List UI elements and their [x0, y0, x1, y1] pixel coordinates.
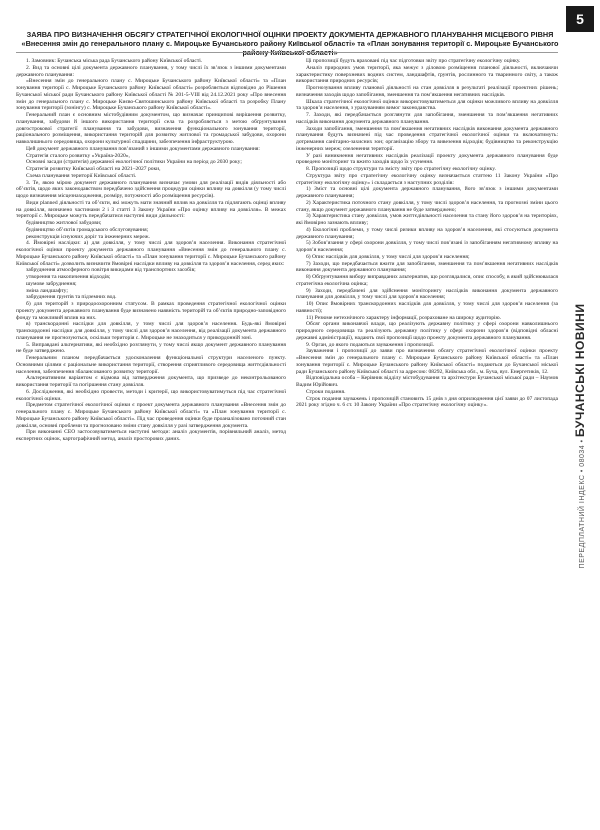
paragraph: Генеральним планом передбачається удосконалення функціональної структури населеного пункту. Основними цілями є раціональне використання території, створення сприятливого середовища життєдіяльності населення, забезпечення збалансованого розвитку території.: [16, 355, 286, 375]
paragraph: 7. Заходи, які передбачається розглянути для запобігання, зменшення та пом’якшення негативних наслідків виконання документа державного планування.: [296, 112, 558, 125]
paragraph: забруднення ґрунтів та підземних вод.: [26, 294, 117, 301]
paragraph: 11) Резюме нетехнічного характеру інформації, розраховане на широку аудиторію.: [306, 314, 502, 321]
paragraph: «Внесення змін до генерального плану с. Мироцьке Бучанського району Київської області» та «План зонування території с. Мироцьке Бучанського району Київської області» розробляється відповідно до Рішення Бучанської міської ради Бучанського району Київської області № 201-5-VIII від 24.12.2021 року «Про внесення змін до генерального плану с. Мироцьке Києво-Святошинського району Київської області та розробку Плану зонування території (зонінгу) с. Мироцьке Бучанського району Київської області».: [16, 78, 286, 112]
paragraph: Шкала стратегічної екологічної оцінки використовуватиметься для оцінки можливого впливу на довкілля та здоров’я населення, з урахуванням вимог законодавства.: [296, 98, 558, 112]
paragraph: 1. Замовник: Бучанська міська рада Бучанського району Київської області.: [26, 58, 203, 64]
paragraph: забруднення атмосферного повітря викидами від транспортних засобів;: [26, 267, 196, 274]
paragraph: 4) Екологічні проблеми, у тому числі ризики впливу на здоров’я населення, які стосуються документа державного планування;: [296, 226, 558, 240]
side-banner-text: [573, 294, 587, 569]
paragraph: будівництво житлової забудови;: [26, 220, 102, 226]
paragraph: зміна ландшафту;: [26, 287, 68, 294]
paragraph: Цей документ державного планування пов’язаний з іншими документами державного планування:: [26, 145, 260, 152]
paragraph: 5. Виправдані альтернативи, які необхідно розглянути, у тому числі якщо документ державного планування не буде затверджено.: [16, 341, 286, 355]
paragraph: Строки подання.: [306, 388, 346, 395]
paragraph: 8) Обґрунтування вибору виправданих альтернатив, що розглядалися, опис способу, в який здійснювалася стратегічна екологічна оцінка;: [296, 274, 558, 287]
paragraph: б) для територій з природоохоронним статусом. В рамках проведення стратегічної екологічної оцінки проекту документа державного планування буде визначено наявність територій та об’єктів природно-заповідного фонду та можливий вплив на них.: [16, 301, 286, 321]
headline: ЗАЯВА ПРО ВИЗНАЧЕННЯ ОБСЯГУ СТРАТЕГІЧНОЇ ЕКОЛОГІЧНОЇ ОЦІНКИ ПРОЕКТУ ДОКУМЕНТА ДЕРЖАВНОГО ПЛАНУВАННЯ МІСЦЕВОГО РІВНЯ «Внесення змін до генерального плану с. Мироцьке Бучанського району Київської області» та «План зонування території с. Мироцьке Бучанського району Київської області»: [21, 30, 559, 57]
paragraph: будівництво об’єктів громадського обслуговування;: [26, 226, 149, 233]
paragraph: 2) Характеристика поточного стану довкілля, у тому числі здоров’я населення, та прогнозні зміни цього стану, якщо документ державного планування не буде затверджено;: [296, 199, 558, 213]
paragraph: Види planned діяльності та об’єкти, які можуть мати значний вплив на довкілля та підлягають оцінці впливу на довкілля, визначено частинами 2 і 3 статті 3 Закону України «Про оцінку впливу на довкілля». В межах території с. Мироцьке можуть передбачатися наступні види діяльності:: [16, 199, 286, 220]
headline-rule: [16, 52, 558, 53]
paragraph: 10) Опис ймовірних транскордонних наслідків для довкілля, у тому числі для здоров’я населення (за наявності);: [296, 301, 558, 314]
paragraph: Заходи запобігання, зменшення та пом’якшення негативних наслідків виконання документа державного планування будуть визначені під час проведення стратегічної екологічної оцінки та включатимуть: дотримання санітарно-захисних зон; організацію збору та вивезення відходів; будівництво та реконструкцію інженерних мереж; озеленення території.: [296, 125, 558, 152]
page-number: 5: [566, 6, 594, 32]
side-banner-brand: БУЧАНСЬКІ НОВИНИ: [573, 303, 587, 437]
paragraph: 6. Дослідження, які необхідно провести, методи і критерії, що використовуватимуться під час стратегічної екологічної оцінки.: [16, 388, 286, 402]
paragraph: 3. Те, якою мірою документ державного планування визначає умови для реалізації видів діяльності або об’єктів, щодо яких законодавством передбачено здійснення процедури оцінки впливу на довкілля (у тому числі щодо визначення місцезнаходження, розміру, потужності або розміщення ресурсів).: [16, 179, 286, 199]
paragraph: Строк подання зауважень і пропозицій становить 15 днів з дня оприлюднення цієї заяви до 07 листопада 2021 року згідно ч. 6 ст. 10 Закону України «Про стратегічну екологічну оцінку».: [296, 395, 558, 409]
paragraph: Аналіз природних умов території, яка межує з діловою розміщення планової діяльності, включаючи характеристику поверхневих водних систем, ландшафтів, ґрунтів, рослинного та тваринного світу, а також використання природних ресурсів;: [296, 64, 558, 85]
paragraph: Генеральний план є основним містобудівним документом, що визначає принципові вирішення розвитку, планування, забудови й іншого використання території села та розробляється з метою обґрунтування довгострокової стратегії планування та забудови, визначення функціонального зонування території, раціонального розміщення, використання територій для розвитку житлової та громадської забудови, охорони навколишнього середовища, охорони культурної спадщини, забезпечення інфраструктурою.: [16, 112, 286, 145]
paragraph: 9) Заходи, передбачені для здійснення моніторингу наслідків виконання документа державного планування для довкілля, у тому числі для здоров’я населення;: [296, 287, 558, 301]
paragraph: Обсяг органи виконавчої влади, що реалізують державну політику у сфері охорони навколишнього природного середовища та реалізують державну політику у сфері охорони здоров’я (відповідні обласні державні адміністрації), надають свої пропозиції щодо проекту документа державного планування.: [296, 321, 558, 341]
paragraph: 6) Опис наслідків для довкілля, у тому числі для здоров’я населення;: [306, 253, 470, 260]
paragraph: Ці пропозиції будуть враховані під час підготовки звіту про стратегічну екологічну оцінку.: [306, 58, 521, 64]
paragraph: 4. Ймовірні наслідки: а) для довкілля, у тому числі для здоров’я населення. Виконання стратегічної екологічної оцінки проекту документа державного планування «Внесення змін до генерального плану с. Мироцьке Бучанського району Київської області» та «План зонування території с. Мироцьке Бучанського району Київської області» дозволить визначити ймовірні наслідки впливу на довкілля та здоров’я населення, серед яких:: [16, 240, 286, 267]
paragraph: Структура звіту про стратегічну екологічну оцінку визначається статтею 11 Закону України «Про стратегічну екологічну оцінку» і складається з наступних розділів:: [296, 172, 558, 186]
paragraph: в) транскордонні наслідки для довкілля, у тому числі для здоров’я населення. Будь-які ймовірні транскордонні наслідки для довкілля, у тому числі для здоров’я населення, від реалізації документа державного планування не прогнозуються, оскільки територія с. Мироцьке не знаходиться у прикордонній зоні.: [16, 321, 286, 341]
paragraph: 2. Вид та основні цілі документа державного планування, у тому числі їх зв’язок з іншими документами державного планування:: [16, 64, 286, 78]
paragraph: 7) Заходи, що передбачається вжити для запобігання, зменшення та пом’якшення негативних наслідків виконання документа державного планування;: [296, 260, 558, 274]
paragraph: утворення та накопичення відходів;: [26, 274, 111, 280]
paragraph: 5) Зобов’язання у сфері охорони довкілля, у тому числі пов’язані із запобіганням негативному впливу на здоров’я населення;: [296, 240, 558, 253]
right-column: [296, 58, 558, 813]
paragraph: шумове забруднення;: [26, 280, 77, 287]
paragraph: 9. Орган, до якого подаються зауваження і пропозиції.: [306, 341, 435, 348]
paragraph: реконструкція існуючих доріг та інженерних мереж.: [26, 233, 150, 240]
paragraph: 1) Зміст та основні цілі документа державного планування, його зв’язок з іншими документами державного планування;: [296, 186, 558, 199]
left-column: [16, 58, 286, 813]
paragraph: Відповідальна особа – Керівник відділу містобудування та архітектури Бучанської міської ради – Наумов Вадим Юрійович.: [296, 375, 558, 388]
side-banner-meta: ПЕРЕДПЛАТНИЙ ІНДЕКС • 08034 •: [579, 439, 586, 569]
side-banner: [566, 36, 594, 826]
paragraph: При виконанні СЕО застосовуватиметься наступні методи: аналіз документів, порівняльний аналіз, метод експертних оцінок, картографічний метод, аналіз просторових даних.: [16, 429, 286, 442]
paragraph: Зауваження і пропозиції до заяви про визначення обсягу стратегічної екологічної оцінки проекту «Внесення змін до генерального плану с. Мироцьке Бучанського району Київської області» та «План зонування території с. Мироцьке Бучанського району Київської області» подаються до Бучанської міської ради Бучанського району Київської області за адресою: 08292, Київська обл., м. Буча, вул. Енергетиків, 12.: [296, 348, 558, 375]
paragraph: У разі виникнення негативних наслідків реалізації проекту документа державного планування буде проведено моніторинг та вжито заходів щодо їх усунення.: [296, 152, 558, 166]
paragraph: 8. Пропозиції щодо структури та змісту звіту про стратегічну екологічну оцінку.: [306, 166, 496, 172]
paragraph: Стратегія розвитку Київської області на 2021–2027 роки,: [26, 166, 161, 172]
paragraph: Схема планування території Київської області.: [26, 172, 137, 179]
paragraph: Стратегія сталого розвитку «Україна-2020»,: [26, 152, 130, 159]
paragraph: 3) Характеристика стану довкілля, умов життєдіяльності населення та стану його здоров’я на територіях, які ймовірно зазнають впливу;: [296, 213, 558, 226]
paragraph: Альтернативним варіантом є відмова від затвердження документа, що призведе до неконтрольованого використання території та погіршення стану довкілля.: [16, 375, 286, 388]
paragraph: Предметом стратегічної екологічної оцінки є проект документа державного планування «Внесення змін до генерального плану с. Мироцьке Бучанського району Київської області» та «План зонування території с. Мироцьке Бучанського району Київської області». Під час проведення оцінки буде проаналізовано поточний стан довкілля, основні проблеми та прогнозовано зміни стану довкілля у разі затвердження документа.: [16, 402, 286, 429]
paragraph: Прогнозування впливу планової діяльності на стан довкілля в результаті реалізації проектних рішень; визначення заходів щодо запобігання, зменшення та пом’якшення негативних наслідків.: [296, 85, 558, 98]
paragraph: Основні засади (стратегія) державної екологічної політики України на період до 2030 року;: [26, 159, 242, 166]
